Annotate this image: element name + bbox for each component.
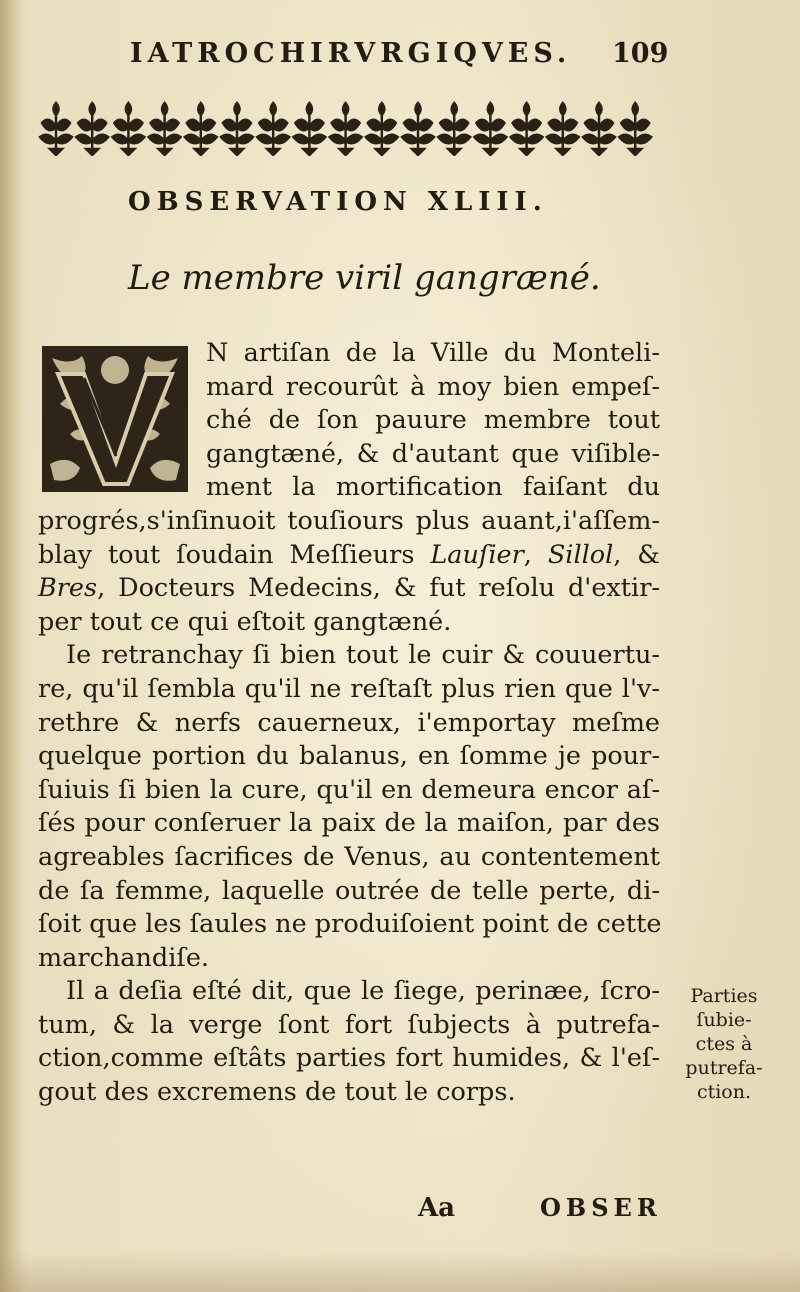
- text-line: gout des excremens de tout le corps.: [38, 1077, 516, 1108]
- text-line: quelque portion du balanus, en ſomme je pour-: [38, 741, 660, 772]
- text-line: Il a deſia eſté dit, que le ſiege, perinæe, ſcro-: [66, 976, 660, 1007]
- text-line: ſés pour conſeruer la paix de la maiſon, par des: [38, 808, 660, 839]
- text-line: marchandiſe.: [38, 942, 210, 973]
- signature-mark: Aa: [418, 1193, 456, 1223]
- catchword: OBSER: [540, 1193, 662, 1222]
- text-line: ction,comme eſtâts parties fort humides, & l'eſ-: [38, 1043, 660, 1074]
- margin-note: [664, 984, 784, 1104]
- margin-note-line: ſubie-: [696, 1009, 752, 1031]
- observation-body: [38, 337, 660, 1110]
- margin-note-line: Parties: [690, 985, 758, 1007]
- text-line: re, qu'il ſembla qu'il ne reſtaſt plus rien que l'v-: [38, 673, 660, 704]
- fleuron-border-ornament: [38, 98, 660, 156]
- running-head: IATROCHIRVRGIQVES.: [130, 38, 572, 69]
- text-line: de ſa femme, laquelle outrée de telle perte, di-: [38, 875, 660, 906]
- text-line: tum, & la verge ſont fort ſubjects à putrefa-: [38, 1009, 660, 1040]
- text-line: ché de ſon pauure membre tout: [206, 405, 660, 436]
- text-line: blay tout ſoudain Meſſieurs Lauſier, Sillol, &: [38, 539, 660, 570]
- text-line: agreables ſacrifices de Venus, au contentement: [38, 841, 660, 872]
- text-line: per tout ce qui eſtoit gangtæné.: [38, 606, 452, 637]
- text-line: Bres, Docteurs Medecins, & fut reſolu d'extir-: [38, 573, 660, 604]
- text-line: progrés,s'inſinuoit touſiours plus auant,i'aſſem-: [38, 505, 660, 536]
- margin-note-line: ctes à: [695, 1033, 753, 1055]
- margin-note-line: putrefa-: [685, 1057, 763, 1079]
- text-line: N artiſan de la Ville du Monteli-: [206, 338, 660, 368]
- text-line: ment la mortification faiſant du: [206, 472, 660, 503]
- text-line: mard recourût à moy bien empeſ-: [206, 371, 660, 402]
- text-line: Ie retranchay ſi bien tout le cuir & couuertu-: [66, 640, 660, 671]
- text-line: ſuiuis ſi bien la cure, qu'il en demeura encor aſ-: [38, 774, 660, 805]
- page-footer: [0, 1193, 800, 1233]
- observation-subtitle: Le membre viril gangræné.: [128, 258, 601, 298]
- text-line: gangtæné, & d'autant que viſible-: [206, 438, 660, 469]
- margin-note-line: ction.: [696, 1081, 752, 1103]
- page-number: 109: [612, 38, 669, 69]
- text-line: rethre & nerfs cauerneux, i'emportay meſme: [38, 707, 660, 738]
- observation-title: OBSERVATION XLIII.: [128, 187, 548, 217]
- text-line: ſoit que les ſaules ne produiſoient point de cette: [38, 909, 662, 940]
